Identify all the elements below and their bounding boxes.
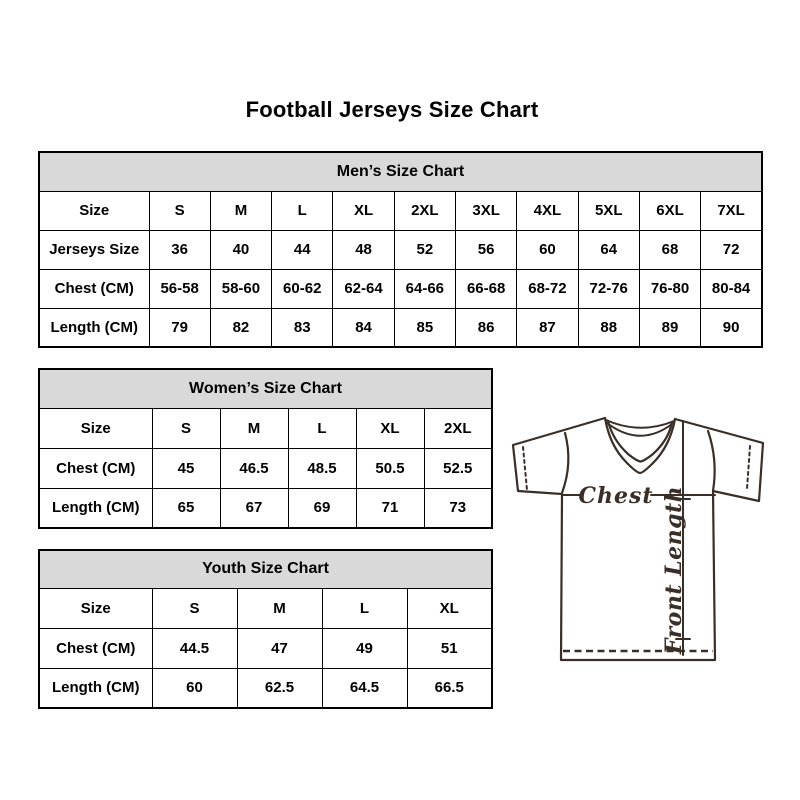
table-cell: 87 xyxy=(517,308,578,347)
table-cell: 60-62 xyxy=(272,269,333,308)
table-cell: 2XL xyxy=(394,191,455,230)
womens-size-table xyxy=(38,368,493,527)
table-cell: 48.5 xyxy=(288,448,356,488)
page-title: Football Jerseys Size Chart xyxy=(245,97,539,122)
table-row xyxy=(39,668,492,708)
shirt-outline xyxy=(513,418,763,660)
table-cell: 76-80 xyxy=(639,269,700,308)
table-cell: 86 xyxy=(455,308,516,347)
table-cell: 79 xyxy=(149,308,210,347)
row-label: Chest (CM) xyxy=(39,628,152,668)
table-cell: 6XL xyxy=(639,191,700,230)
table-cell: L xyxy=(322,588,407,628)
table-row xyxy=(39,448,492,488)
table-cell: 68 xyxy=(639,230,700,269)
row-label: Chest (CM) xyxy=(39,448,152,488)
sleeve-cuff-dash-right xyxy=(747,446,750,489)
table-cell: 47 xyxy=(237,628,322,668)
table-cell: 65 xyxy=(152,488,220,528)
table-title: Women’s Size Chart xyxy=(39,369,492,408)
table-cell: M xyxy=(210,191,271,230)
mens-size-table xyxy=(38,151,763,346)
table-cell: 45 xyxy=(152,448,220,488)
table-cell: 46.5 xyxy=(220,448,288,488)
table-cell: XL xyxy=(407,588,492,628)
table-cell: 60 xyxy=(517,230,578,269)
table-cell: 44.5 xyxy=(152,628,237,668)
table-cell: 62-64 xyxy=(333,269,394,308)
table-cell: 82 xyxy=(210,308,271,347)
table-cell: 48 xyxy=(333,230,394,269)
row-label: Length (CM) xyxy=(39,308,149,347)
row-label: Length (CM) xyxy=(39,668,152,708)
table-cell: M xyxy=(220,408,288,448)
table-cell: 66.5 xyxy=(407,668,492,708)
table-row xyxy=(39,488,492,528)
row-label: Jerseys Size xyxy=(39,230,149,269)
table-cell: 49 xyxy=(322,628,407,668)
table-cell: 66-68 xyxy=(455,269,516,308)
table-cell: XL xyxy=(356,408,424,448)
table-cell: 52.5 xyxy=(424,448,492,488)
youth-size-table xyxy=(38,549,493,707)
table-cell: 60 xyxy=(152,668,237,708)
table-cell: 67 xyxy=(220,488,288,528)
table-cell: 58-60 xyxy=(210,269,271,308)
table-row xyxy=(39,628,492,668)
table-cell: 2XL xyxy=(424,408,492,448)
table-cell: 56-58 xyxy=(149,269,210,308)
table-header-row xyxy=(39,550,492,588)
table-cell: 84 xyxy=(333,308,394,347)
table-cell: 62.5 xyxy=(237,668,322,708)
table-cell: 50.5 xyxy=(356,448,424,488)
table-cell: S xyxy=(149,191,210,230)
table-cell: 68-72 xyxy=(517,269,578,308)
table-cell: 89 xyxy=(639,308,700,347)
row-label: Size xyxy=(39,588,152,628)
table-cell: 64-66 xyxy=(394,269,455,308)
table-row xyxy=(39,408,492,448)
table-cell: 69 xyxy=(288,488,356,528)
table-cell: 64 xyxy=(578,230,639,269)
table-cell: 72 xyxy=(701,230,762,269)
sleeve-seam-right xyxy=(708,431,715,491)
table-cell: 3XL xyxy=(455,191,516,230)
collar-outer-v xyxy=(605,418,675,473)
table-cell: 4XL xyxy=(517,191,578,230)
row-label: Size xyxy=(39,408,152,448)
table-cell: 51 xyxy=(407,628,492,668)
table-cell: S xyxy=(152,408,220,448)
table-cell: 85 xyxy=(394,308,455,347)
front-length-label: Front Length xyxy=(661,485,687,655)
table-cell: L xyxy=(272,191,333,230)
table-cell: M xyxy=(237,588,322,628)
collar-back-line-1 xyxy=(606,420,674,428)
table-cell: S xyxy=(152,588,237,628)
table-title: Youth Size Chart xyxy=(39,550,492,588)
table-cell: 64.5 xyxy=(322,668,407,708)
sleeve-cuff-dash-left xyxy=(523,447,527,490)
table-cell: 56 xyxy=(455,230,516,269)
table-row xyxy=(39,588,492,628)
table-cell: 80-84 xyxy=(701,269,762,308)
table-cell: 36 xyxy=(149,230,210,269)
table-cell: 72-76 xyxy=(578,269,639,308)
table-title: Men’s Size Chart xyxy=(39,152,762,191)
table-cell: 88 xyxy=(578,308,639,347)
table-cell: 7XL xyxy=(701,191,762,230)
row-label: Length (CM) xyxy=(39,488,152,528)
table-cell: L xyxy=(288,408,356,448)
table-cell: 40 xyxy=(210,230,271,269)
jersey-diagram xyxy=(505,413,770,665)
sleeve-seam-left xyxy=(562,433,568,493)
table-cell: 44 xyxy=(272,230,333,269)
table-row xyxy=(39,269,762,308)
row-label: Size xyxy=(39,191,149,230)
table-header-row xyxy=(39,369,492,408)
table-cell: 5XL xyxy=(578,191,639,230)
table-cell: XL xyxy=(333,191,394,230)
table-header-row xyxy=(39,152,762,191)
table-row xyxy=(39,230,762,269)
table-cell: 83 xyxy=(272,308,333,347)
table-cell: 73 xyxy=(424,488,492,528)
table-row xyxy=(39,308,762,347)
chest-label: Chest xyxy=(578,483,654,509)
table-cell: 90 xyxy=(701,308,762,347)
row-label: Chest (CM) xyxy=(39,269,149,308)
table-row xyxy=(39,191,762,230)
table-cell: 52 xyxy=(394,230,455,269)
table-cell: 71 xyxy=(356,488,424,528)
